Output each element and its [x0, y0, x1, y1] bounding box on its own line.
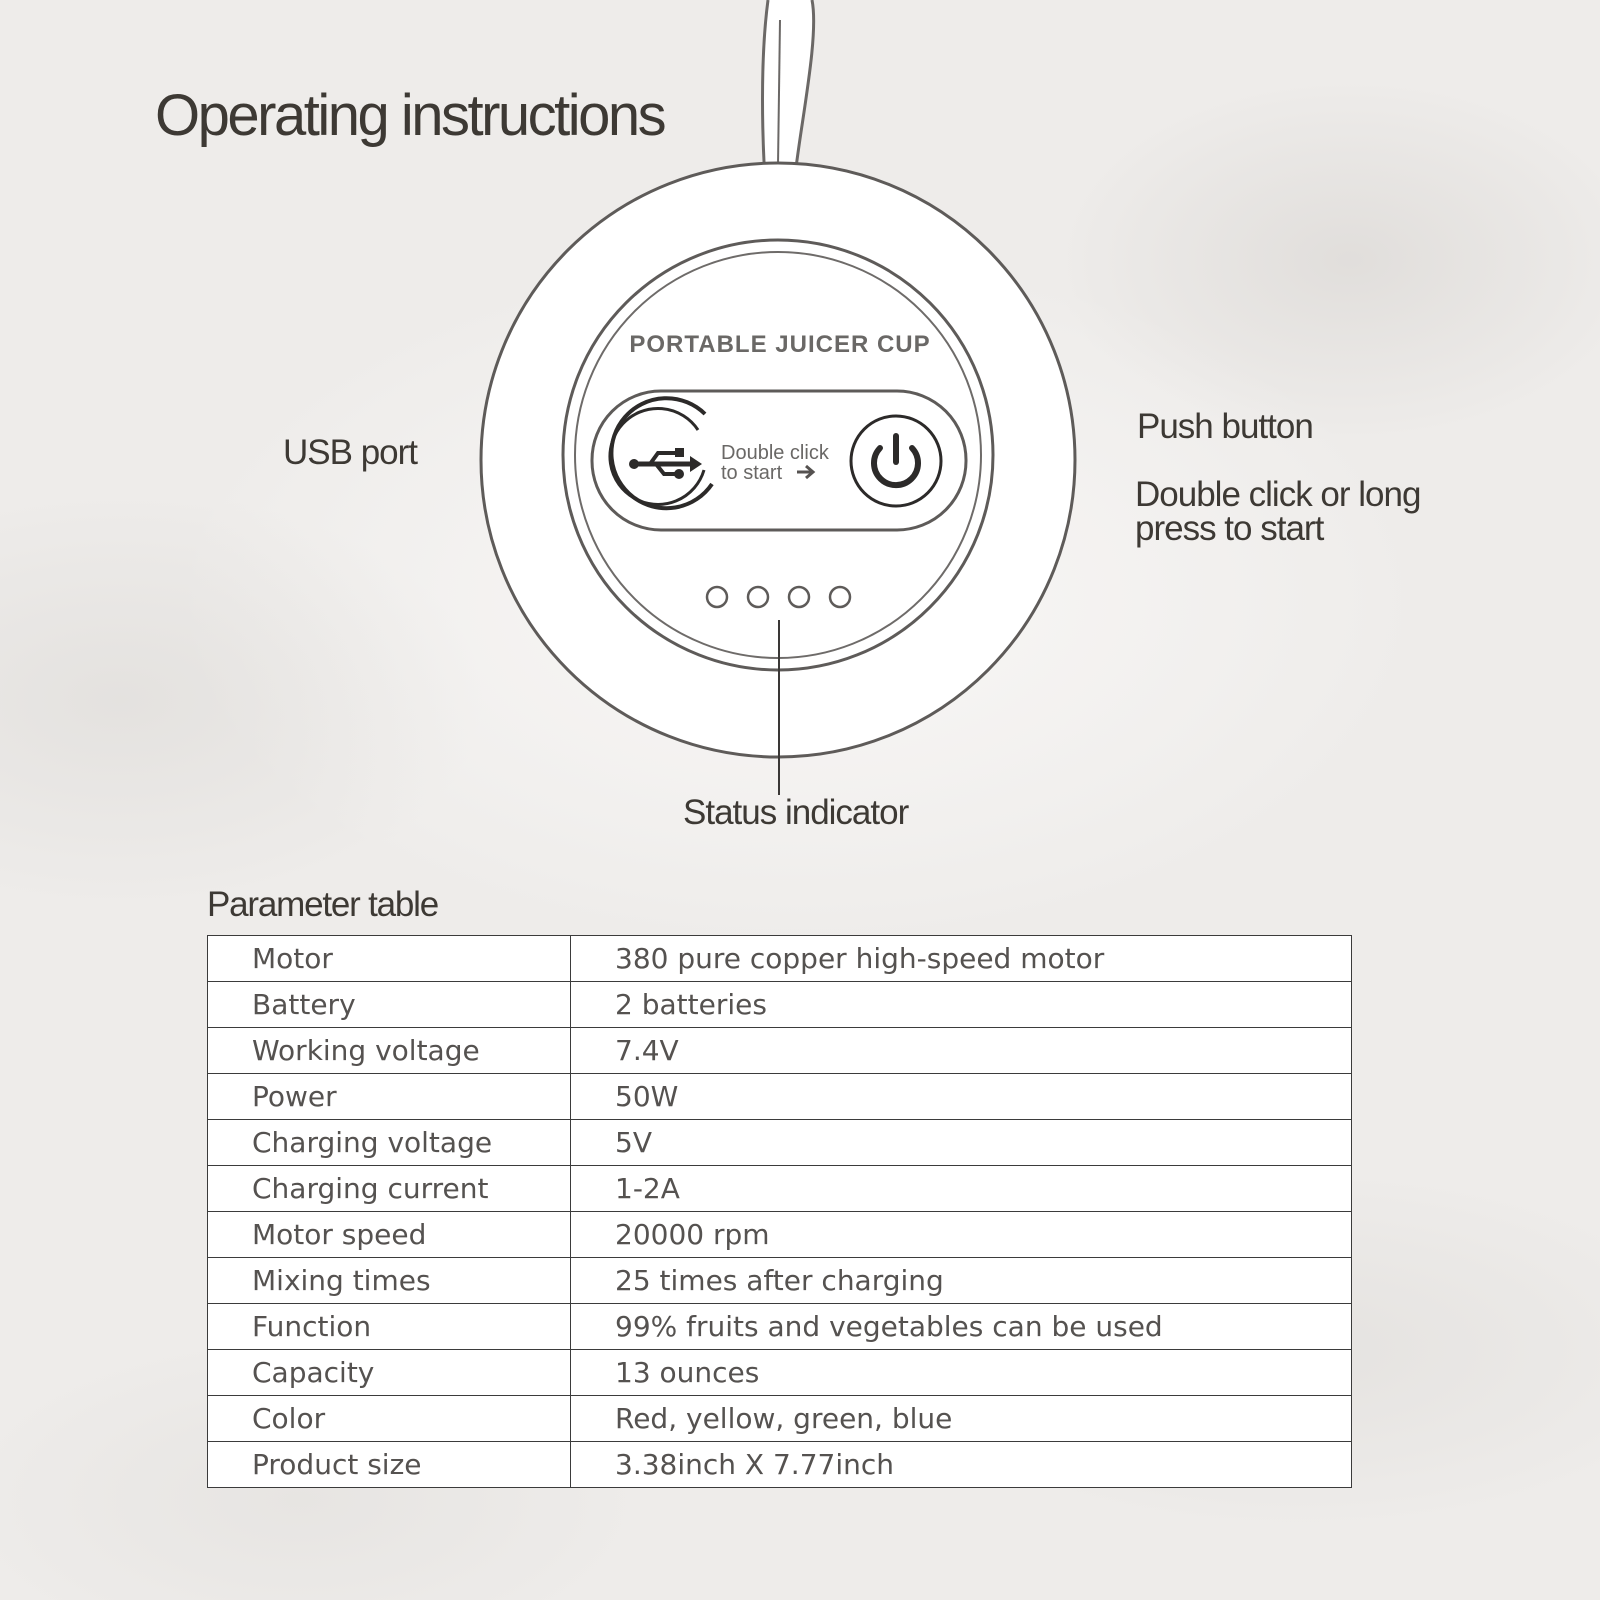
parameter-name: Battery	[208, 982, 571, 1028]
table-row	[208, 1304, 1352, 1350]
parameter-name: Capacity	[208, 1350, 571, 1396]
parameter-name: Function	[208, 1304, 571, 1350]
parameter-name: Product size	[208, 1442, 571, 1488]
parameter-table-body	[208, 936, 1352, 1488]
push-button-label: Push button	[1137, 407, 1313, 446]
table-row	[208, 1074, 1352, 1120]
status-led	[830, 587, 850, 607]
parameter-value: Red, yellow, green, blue	[571, 1396, 1352, 1442]
parameter-name: Mixing times	[208, 1258, 571, 1304]
status-indicator-label: Status indicator	[683, 793, 909, 832]
table-row	[208, 1396, 1352, 1442]
parameter-value: 5V	[571, 1120, 1352, 1166]
parameter-table-heading: Parameter table	[207, 885, 439, 924]
table-row	[208, 1442, 1352, 1488]
push-button-description: Double click or long press to start	[1135, 475, 1421, 548]
brand-text: PORTABLE JUICER CUP	[629, 331, 931, 358]
double-click-hint-line1: Double click	[721, 442, 829, 464]
double-click-hint-line2: to start	[721, 462, 783, 484]
table-row	[208, 1120, 1352, 1166]
table-row	[208, 982, 1352, 1028]
parameter-name: Motor speed	[208, 1212, 571, 1258]
power-button[interactable]	[851, 416, 941, 506]
table-row	[208, 936, 1352, 982]
parameter-value: 2 batteries	[571, 982, 1352, 1028]
usb-port-label: USB port	[283, 433, 417, 472]
status-led	[789, 587, 809, 607]
table-row	[208, 1258, 1352, 1304]
parameter-name: Charging voltage	[208, 1120, 571, 1166]
parameter-table	[207, 935, 1352, 1488]
parameter-name: Power	[208, 1074, 571, 1120]
parameter-value: 380 pure copper high-speed motor	[571, 936, 1352, 982]
table-row	[208, 1212, 1352, 1258]
parameter-name: Charging current	[208, 1166, 571, 1212]
parameter-value: 13 ounces	[571, 1350, 1352, 1396]
parameter-value: 50W	[571, 1074, 1352, 1120]
parameter-name: Motor	[208, 936, 571, 982]
parameter-value: 20000 rpm	[571, 1212, 1352, 1258]
table-row	[208, 1350, 1352, 1396]
page-title: Operating instructions	[155, 83, 665, 148]
table-row	[208, 1166, 1352, 1212]
table-row	[208, 1028, 1352, 1074]
parameter-name: Color	[208, 1396, 571, 1442]
parameter-value: 1-2A	[571, 1166, 1352, 1212]
parameter-value: 99% fruits and vegetables can be used	[571, 1304, 1352, 1350]
parameter-name: Working voltage	[208, 1028, 571, 1074]
status-led	[707, 587, 727, 607]
parameter-value: 25 times after charging	[571, 1258, 1352, 1304]
parameter-value: 3.38inch X 7.77inch	[571, 1442, 1352, 1488]
parameter-value: 7.4V	[571, 1028, 1352, 1074]
status-led	[748, 587, 768, 607]
